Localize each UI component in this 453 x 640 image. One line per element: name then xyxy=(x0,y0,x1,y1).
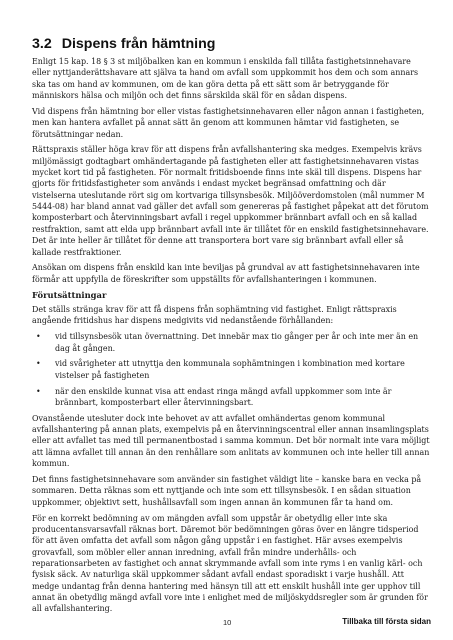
document-body xyxy=(32,36,430,619)
paragraph: Ansökan om dispens från enskild kan inte beviljas på grundval av att fastighetsinnehavaren inte förmår att uppfylla de föreskrifter som uppställts för avfallshanteringen i kommunen. xyxy=(32,263,420,284)
paragraph: För en korrekt bedömning av om mängden avfall som uppstår är obetydlig eller inte ska producentansvarsavfall räknas bort. Däremot bör bedömningen göras över en längre tidsperiod för att även omfatta det avfall som någon gång uppstår i en fastighet. Här avses exempelvis grovavfall, som möbler eller annan inredning, avfall från mindre underhålls- och reparationsarbeten av fastighet och annat skrymmande avfall som inte ryms i en vanlig kärl- och fysisk säck. Av naturliga skäl uppkommer sådant avfall endast sporadiskt i varje hushåll. Att medge undantag från denna hantering med hänsyn till att ett enskilt hushåll inte ger upphov till annat än obetydlig mängd avfall vore inte i enlighet med de miljöskyddsregler som är grunden för all avfallshantering. xyxy=(32,513,428,614)
paragraph: Det finns fastighetsinnehavare som använder sin fastighet väldigt lite – kanske bara en vecka på sommaren. Detta räknas som ett nyttjande och inte som ett tillsynsbesök. I en sådan situation uppkommer, objektivt sett, hushållsavfall som ingen annan än kommunen får ta hand om. xyxy=(32,475,422,507)
section-heading xyxy=(32,36,430,52)
paragraph: Vid dispens från hämtning bor eller vistas fastighetsinnehavaren eller någon annan i fastigheten, men kan hantera avfallet på annat sätt än genom att kommunen hämtar vid fastigheten, se förutsättningar nedan. xyxy=(32,106,425,139)
list-item-text: när den enskilde kunnat visa att endast ringa mängd avfall uppkommer som inte är brännbart, komposterbart eller återvinningsbart. xyxy=(55,386,392,407)
paragraph: Enligt 15 kap. 18 § 3 st miljöbalken kan en kommun i enskilda fall tillåta fastighetsinnehavare eller nyttjanderättshavare att själva ta hand om avfall som uppkommit hos dem och som annars ska tas om hand av kommunen, om de kan göra detta på ett sätt som är betryggande för människors hälsa och miljön och det finns särskilda skäl för en sådan dispens. xyxy=(32,57,419,101)
subheading: Förutsättningar xyxy=(32,290,107,301)
list-item-text: vid tillsynsbesök utan övernattning. Det innebär max tio gånger per år och inte mer än en dag åt gången. xyxy=(55,332,419,353)
conditions-list xyxy=(32,331,430,408)
list-item xyxy=(32,358,430,381)
section-title: Dispens från hämtning xyxy=(61,36,216,52)
paragraph: Rättspraxis ställer höga krav för att dispens från avfallshantering ska medges. Exempelvis krävs miljömässigt godtagbart omhändertagande på fastigheten eller att fastighetsinnehavaren vistas mycket kort tid på fastigheten. För normalt fritidsboende finns inte skäl till dispens. Dispens har gjorts för fritidsfastigheter som används i endast mycket begränsad omfattning och där vistelserna uteslutande rört sig om kortvariga tillsynsbesök. Miljööverdomstolen (mål nummer M 5444-08) har bland annat vad gäller det avfall som genereras på fastighet påpekat att det förutom komposterbart och återvinningsbart avfall i regel uppkommer brännbart avfall och en så kallad restfraktion, samt att elda upp brännbart avfall inte är tillåtet för en enskild fastighetsinnehavare. Det är inte heller är tillåtet för denne att transportera bort vare sig brännbart avfall eller så kallade restfraktioner. xyxy=(32,145,429,257)
section-number: 3.2 xyxy=(32,36,52,52)
bullet-icon: • xyxy=(36,359,41,369)
list-item xyxy=(32,331,430,354)
bullet-icon: • xyxy=(36,386,41,396)
back-to-first-page-link[interactable]: Tillbaka till första sidan xyxy=(342,617,431,626)
paragraph: Det ställs stränga krav för att få dispens från sophämtning vid fastighet. Enligt rättspraxis angående fritidshus har dispens medgivits vid nedanstående förhållanden: xyxy=(32,305,397,326)
bullet-icon: • xyxy=(36,332,41,342)
list-item-text: vid svårigheter att utnyttja den kommunala sophämtningen i kombination med kortare vistelser på fastigheten xyxy=(55,359,405,380)
paragraph: Ovanstående utesluter dock inte behovet av att avfallet omhändertas genom kommunal avfallshantering på annan plats, exempelvis på en återvinningscentral eller annan insamlingsplats eller att avfallet tas med till permanentbostad i samma kommun. Det bör normalt inte vara möjligt att lämna avfallet till annan än den renhållare som anlitats av kommunen och inte heller till annan kommun. xyxy=(32,413,430,469)
page-number: 10 xyxy=(223,618,232,627)
list-item xyxy=(32,386,430,409)
